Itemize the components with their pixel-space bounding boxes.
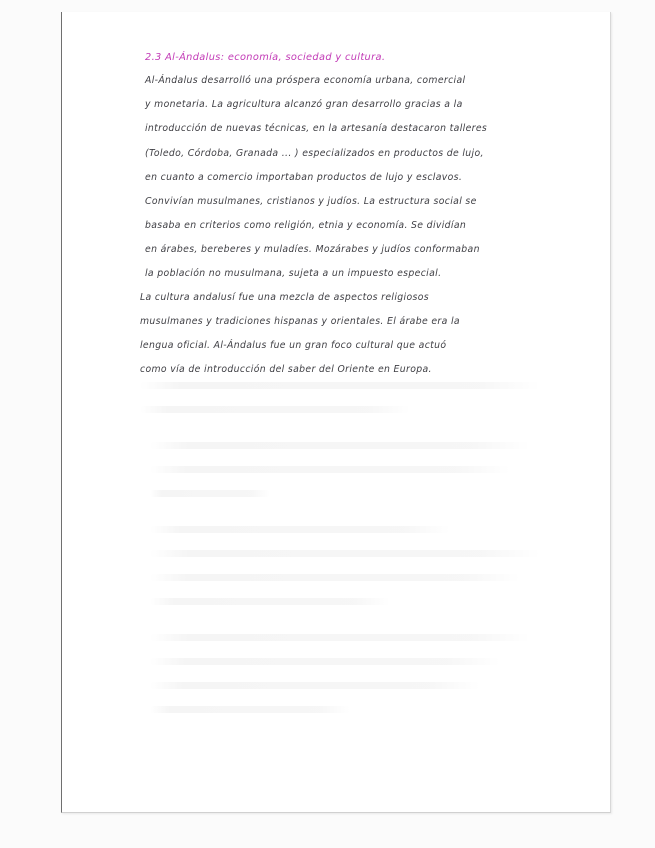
bleed-through-mark	[150, 658, 500, 665]
text-line: basaba en criterios como religión, etnia y economía. Se dividían	[145, 220, 467, 231]
bleed-through-mark	[150, 466, 510, 473]
text-line: en árabes, bereberes y muladíes. Mozárabes y judíos conformaban	[145, 244, 480, 255]
bleed-through-mark	[140, 382, 540, 389]
bleed-through-mark	[150, 526, 450, 533]
bleed-through-mark	[150, 442, 530, 449]
text-line: y monetaria. La agricultura alcanzó gran desarrollo gracias a la	[145, 99, 463, 110]
bleed-through-mark	[150, 598, 390, 605]
text-line: (Toledo, Córdoba, Granada ... ) especializados en productos de lujo,	[145, 148, 484, 159]
text-line: introducción de nuevas técnicas, en la artesanía destacaron talleres	[145, 123, 488, 134]
text-line: La cultura andalusí fue una mezcla de aspectos religiosos	[140, 292, 429, 303]
text-line: musulmanes y tradiciones hispanas y orientales. El árabe era la	[140, 316, 460, 327]
text-line: Al-Ándalus desarrolló una próspera economía urbana, comercial	[145, 75, 466, 86]
text-line: la población no musulmana, sujeta a un impuesto especial.	[145, 268, 442, 279]
bleed-through-mark	[150, 682, 480, 689]
text-line: lengua oficial. Al-Ándalus fue un gran foco cultural que actuó	[140, 340, 447, 351]
text-line: Convivían musulmanes, cristianos y judíos. La estructura social se	[145, 196, 477, 207]
bleed-through-mark	[150, 490, 270, 497]
text-line: como vía de introducción del saber del Oriente en Europa.	[140, 364, 432, 375]
bleed-through-mark	[150, 550, 540, 557]
bleed-through-mark	[150, 634, 530, 641]
section-title: 2.3 Al-Ándalus: economía, sociedad y cultura.	[145, 52, 386, 63]
bleed-through-mark	[150, 574, 520, 581]
text-line: en cuanto a comercio importaban productos de lujo y esclavos.	[145, 172, 463, 183]
bleed-through-mark	[140, 406, 410, 413]
notebook-page	[61, 12, 611, 813]
bleed-through-mark	[150, 706, 350, 713]
